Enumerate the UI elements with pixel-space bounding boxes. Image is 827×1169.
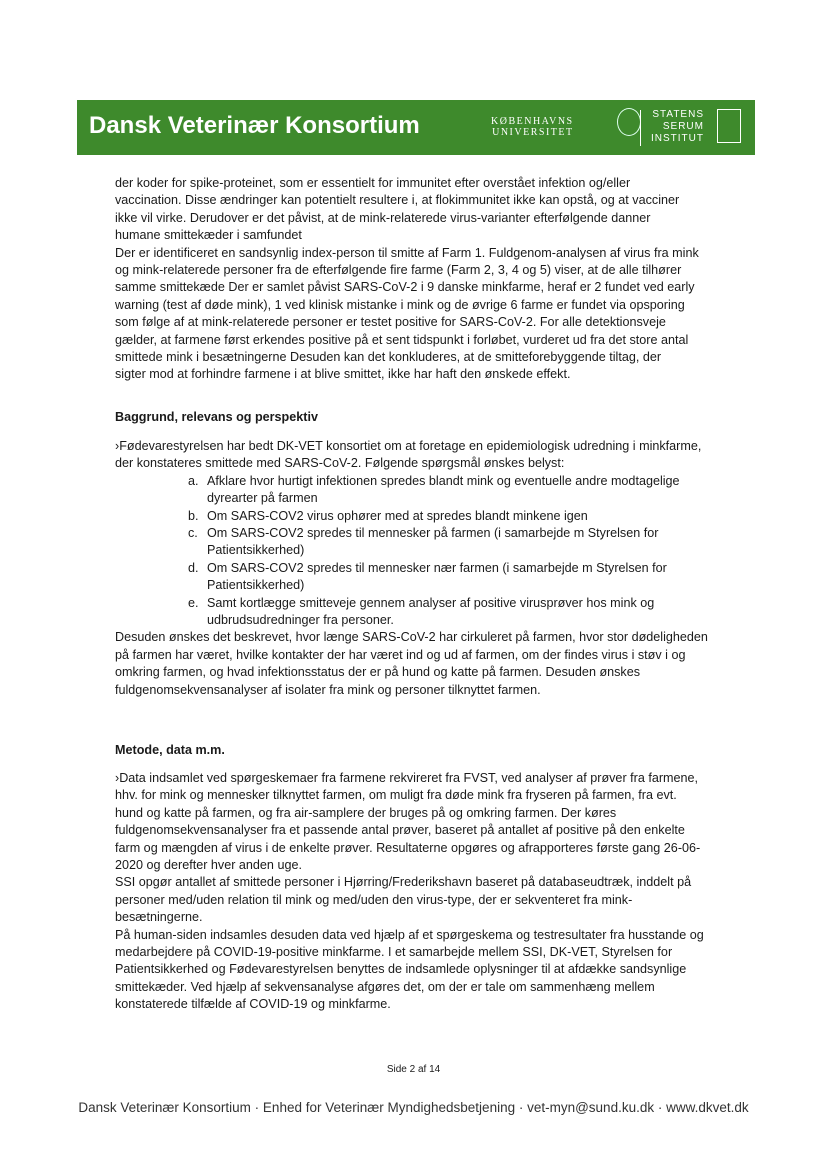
ku-logo-text xyxy=(491,116,574,138)
section-heading: Baggrund, relevans og perspektiv xyxy=(115,410,318,424)
list-item-line: Patientsikkerhed) xyxy=(207,578,305,593)
list-item-line: dyrearter på farmen xyxy=(207,491,318,506)
text-line: der konstateres smittede med SARS-CoV-2. Følgende spørgsmål ønskes belyst: xyxy=(115,456,565,471)
text-line: Desuden ønskes det beskrevet, hvor længe SARS-CoV-2 har cirkuleret på farmen, hvor stor dødeligheden xyxy=(115,630,708,645)
text-line: smittede mink i besætningerne Desuden kan det konkluderes, at de smitteforebyggende tiltag, der xyxy=(115,350,662,364)
text-line: warning (test af døde mink), 1 ved klinisk mistanke i mink og de øvrige 6 farme er fundet via opsporing xyxy=(115,297,685,312)
ssi-logo-text xyxy=(651,109,704,145)
text-line: omkring farmen, og hvad infektionsstatus der er på hund og katte på farmen. Desuden ønskes xyxy=(115,665,641,680)
text-line: ›Fødevarestyrelsen har bedt DK-VET konsortiet om at foretage en epidemiologisk udredning i minkfarme, xyxy=(115,439,702,453)
list-item-line: Om SARS-COV2 spredes til mennesker på farmen (i samarbejde m Styrelsen for xyxy=(207,526,659,540)
list-item-line: Om SARS-COV2 spredes til mennesker nær farmen (i samarbejde m Styrelsen for xyxy=(207,560,667,575)
ssi-line: SERUM xyxy=(662,121,704,132)
list-marker: d. xyxy=(188,560,199,575)
ku-line: KØBENHAVNS xyxy=(491,116,574,127)
text-line: smittekæder. Ved hjælp af sekvensanalyse afgøres det, om der er tale om sammenhæng mellem xyxy=(115,979,655,994)
text-line: farm og mængden af virus i de enkelte prøver. Resultaterne opgøres og afrapporteres første gang 26-06- xyxy=(115,840,701,855)
ssi-building-icon xyxy=(717,109,741,143)
text-line: humane smittekæder i samfundet xyxy=(115,228,302,243)
list-marker: c. xyxy=(188,526,198,540)
text-line: der koder for spike-proteinet, som er essentielt for immunitet efter overstået infektion og/eller xyxy=(115,176,631,190)
text-line: samme smittekæde Der er samlet påvist SARS-CoV-2 i 9 danske minkfarme, heraf er 2 fundet ved early xyxy=(115,280,695,295)
text-line: På human-siden indsamles desuden data ved hjælp af et spørgeskema og testresultater fra husstande og xyxy=(115,927,704,942)
text-line: Patientsikkerhed og Fødevarestyrelsen benyttes de indsamlede oplysninger til at afdække sandsynlige xyxy=(115,962,687,977)
list-item-line: Om SARS-COV2 virus ophører med at spredes blandt minkene igen xyxy=(207,508,588,523)
list-marker: b. xyxy=(188,508,199,523)
text-line: besætningerne. xyxy=(115,910,203,925)
list-item-line: Afklare hvor hurtigt infektionen spredes blandt mink og eventuelle andre modtagelige xyxy=(207,473,680,488)
text-line: gælder, at farmene først erkendes positive på et sent tidspunkt i forløbet, vurderet ud fra det store antal xyxy=(115,332,689,347)
list-marker: e. xyxy=(188,595,199,610)
ku-line: UNIVERSITET xyxy=(492,127,574,138)
text-line: 2020 og derefter hver anden uge. xyxy=(115,858,302,872)
logo-divider xyxy=(640,110,641,146)
text-line: Der er identificeret en sandsynlig index-person til smitte af Farm 1. Fuldgenom-analysen af virus fra mink xyxy=(115,245,699,260)
ssi-line: INSTITUT xyxy=(651,133,704,144)
list-item-line: Patientsikkerhed) xyxy=(207,543,305,558)
text-line: på farmen har været, hvilke kontakter der har været ind og ud af farmen, om der findes virus i støv i og xyxy=(115,647,686,662)
ssi-line: STATENS xyxy=(652,109,704,120)
text-line: fuldgenomsekvensanalyser fra et passende antal prøver, baseret på antallet af positive på den enkelte xyxy=(115,823,685,838)
consortium-title: Dansk Veterinær Konsortium xyxy=(89,112,420,139)
text-line: SSI opgør antallet af smittede personer i Hjørring/Frederikshavn baseret på databaseudtræk, inddelt på xyxy=(115,875,692,890)
section-heading: Metode, data m.m. xyxy=(115,743,225,757)
text-line: sigter mod at forhindre farmene i at blive smittet, ikke har haft den ønskede effekt. xyxy=(115,367,571,382)
text-line: personer med/uden relation til mink og med/uden den virus-type, der er sekventeret fra mink- xyxy=(115,892,633,907)
text-line: ikke vil virke. Derudover er det påvist, at de mink-relaterede virus-varianter efterfølgende danner xyxy=(115,210,651,225)
list-marker: a. xyxy=(188,473,199,488)
text-line: som følge af at mink-relaterede personer er testet positive for SARS-CoV-2. For alle detektionsveje xyxy=(115,315,666,330)
header-banner xyxy=(77,100,755,155)
text-line: medarbejdere på COVID-19-positive minkfarme. I et samarbejde mellem SSI, DK-VET, Styrelsen for xyxy=(115,945,673,959)
text-line: vaccination. Disse ændringer kan potentielt resultere i, at flokimmunitet ikke kan opstå, og at vacciner xyxy=(115,193,680,208)
page-number: Side 2 af 14 xyxy=(386,1064,441,1075)
text-line: hhv. for mink og mennesker tilknyttet farmen, om muligt fra døde mink fra fryseren på farmen, fra evt. xyxy=(115,788,677,803)
list-item-line: Samt kortlægge smitteveje gennem analyser af positive virusprøver hos mink og xyxy=(207,595,655,610)
text-line: konstaterede tilfælde af COVID-19 og minkfarme. xyxy=(115,997,391,1012)
list-item-line: udbrudsudredninger fra personer. xyxy=(207,613,394,627)
text-line: fuldgenomsekvensanalyser af isolater fra mink og personer tilknyttet farmen. xyxy=(115,682,541,697)
text-line: og mink-relaterede personer fra de efterfølgende fire farme (Farm 2, 3, 4 og 5) viser, at de alle tilhører xyxy=(115,263,682,277)
page-footer: Dansk Veterinær Konsortium · Enhed for Veterinær Myndighedsbetjening · vet-myn@sund.ku.dk · www.dkvet.dk xyxy=(78,1100,749,1115)
text-line: hund og katte på farmen, og fra air-samplere der bruges på og omkring farmen. Der køres xyxy=(115,805,617,820)
ku-seal-icon xyxy=(617,108,641,136)
text-line: ›Data indsamlet ved spørgeskemaer fra farmene rekvireret fra FVST, ved analyser af prøver fra farmene, xyxy=(115,771,699,785)
